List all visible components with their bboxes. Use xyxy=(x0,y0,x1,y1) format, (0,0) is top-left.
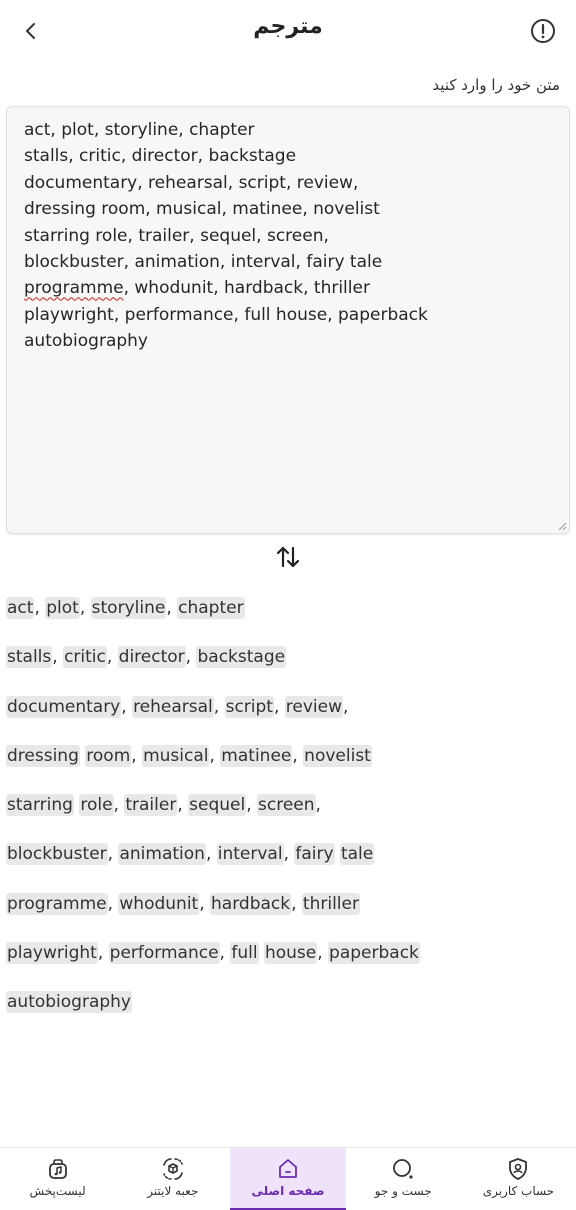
word-chip[interactable]: dressing xyxy=(7,745,79,766)
separator: , xyxy=(213,696,225,717)
word-chip[interactable]: critic xyxy=(64,647,106,668)
bottom-nav xyxy=(0,1147,576,1210)
separator: , xyxy=(107,844,119,865)
word-chip[interactable]: director xyxy=(118,647,185,668)
app-header xyxy=(0,0,576,64)
word-chip[interactable]: tale xyxy=(340,844,374,865)
resize-grip-icon[interactable] xyxy=(557,521,567,531)
word-chip[interactable]: animation xyxy=(119,844,205,865)
separator: , xyxy=(121,696,133,717)
output-line xyxy=(6,992,566,1041)
output-line xyxy=(6,795,566,844)
word-chip[interactable]: starring xyxy=(7,795,73,816)
nav-item-playlist[interactable] xyxy=(0,1148,115,1210)
separator: , xyxy=(291,893,302,914)
word-chip[interactable]: full xyxy=(231,943,258,964)
word-chip[interactable]: rehearsal xyxy=(133,696,213,717)
word-chip[interactable]: blockbuster xyxy=(7,844,107,865)
leitner-box-icon xyxy=(161,1157,185,1181)
word-chip[interactable]: house xyxy=(264,943,317,964)
word-chip[interactable]: musical xyxy=(143,745,209,766)
word-chip[interactable]: interval xyxy=(217,844,283,865)
word-chip[interactable]: fairy xyxy=(295,844,334,865)
account-shield-icon xyxy=(506,1157,530,1181)
nav-label: حساب کاربری xyxy=(482,1184,555,1198)
separator: , xyxy=(106,647,118,668)
word-chip[interactable]: review xyxy=(285,696,343,717)
separator: , xyxy=(113,795,125,816)
word-chip[interactable]: storyline xyxy=(91,598,166,618)
word-chip[interactable]: chapter xyxy=(178,598,244,618)
input-label: متن خود را وارد کنید xyxy=(432,76,560,94)
swap-arrows-icon xyxy=(275,544,301,570)
misspelled-word: programme xyxy=(24,278,124,299)
separator: , xyxy=(131,745,143,766)
nav-item-account[interactable] xyxy=(461,1148,576,1210)
output-line xyxy=(6,697,566,746)
word-chip[interactable]: playwright xyxy=(7,943,97,964)
output-line xyxy=(6,894,566,943)
word-chip[interactable]: matinee xyxy=(221,745,292,766)
nav-label: لیست‌پخش xyxy=(29,1184,86,1198)
nav-item-home[interactable] xyxy=(230,1148,345,1210)
word-chip[interactable]: thriller xyxy=(302,893,359,914)
output-line xyxy=(6,598,566,647)
info-button[interactable] xyxy=(528,16,558,46)
output-line xyxy=(6,844,566,893)
separator: , xyxy=(317,943,329,964)
source-text-content[interactable]: act, plot, storyline, chapter stalls, critic, director, backstage documentary, rehearsal, script, review, dressing room, musical, matinee, novelist starring role, trailer, sequel, screen, blockbuster, animation, interval, fairy tale programme, whodunit, hardback, thriller playwright, performance, full house, paperback autobiography xyxy=(24,120,428,352)
separator: , xyxy=(166,598,178,618)
word-chip[interactable]: role xyxy=(80,795,113,816)
separator: , xyxy=(34,598,46,618)
translation-output xyxy=(6,598,566,1042)
word-chip[interactable]: paperback xyxy=(329,943,419,964)
word-chip[interactable]: screen xyxy=(258,795,315,816)
word-chip[interactable]: script xyxy=(225,696,273,717)
word-chip[interactable]: sequel xyxy=(189,795,246,816)
word-chip[interactable]: novelist xyxy=(304,745,371,766)
output-line xyxy=(6,746,566,795)
nav-label: صفحه اصلی xyxy=(251,1184,325,1198)
separator: , xyxy=(209,745,221,766)
home-icon xyxy=(276,1157,300,1181)
separator: , xyxy=(79,598,91,618)
output-line xyxy=(6,943,566,992)
word-chip[interactable]: stalls xyxy=(7,647,52,668)
separator: , xyxy=(273,696,285,717)
word-chip[interactable]: autobiography xyxy=(7,992,131,1013)
output-line xyxy=(6,647,566,696)
nav-label: جست و جو xyxy=(374,1184,432,1198)
swap-direction-button[interactable] xyxy=(272,542,304,572)
separator: , xyxy=(199,893,211,914)
separator: , xyxy=(283,844,295,865)
search-icon xyxy=(391,1157,415,1181)
separator: , xyxy=(219,943,231,964)
word-chip[interactable]: act xyxy=(7,598,34,618)
word-chip[interactable]: performance xyxy=(109,943,219,964)
separator: , xyxy=(107,893,119,914)
source-text-input[interactable] xyxy=(6,106,570,534)
separator: , xyxy=(177,795,189,816)
nav-item-leitner-box[interactable] xyxy=(115,1148,230,1210)
separator: , xyxy=(292,745,304,766)
separator: , xyxy=(185,647,197,668)
page-title: مترجم xyxy=(253,14,323,39)
word-chip[interactable]: documentary xyxy=(7,696,121,717)
word-chip[interactable]: whodunit xyxy=(119,893,199,914)
word-chip[interactable]: trailer xyxy=(125,795,177,816)
separator: , xyxy=(52,647,64,668)
separator: , xyxy=(343,696,349,717)
word-chip[interactable]: plot xyxy=(46,598,79,618)
separator: , xyxy=(205,844,217,865)
word-chip[interactable]: programme xyxy=(7,893,107,914)
info-icon xyxy=(530,18,556,44)
word-chip[interactable]: backstage xyxy=(197,647,286,668)
nav-label: جعبه لایتنر xyxy=(147,1184,199,1198)
word-chip[interactable]: room xyxy=(86,745,131,766)
separator: , xyxy=(315,795,321,816)
playlist-icon xyxy=(46,1157,70,1181)
word-chip[interactable]: hardback xyxy=(211,893,291,914)
separator: , xyxy=(97,943,109,964)
nav-item-search[interactable] xyxy=(346,1148,461,1210)
separator: , xyxy=(246,795,258,816)
